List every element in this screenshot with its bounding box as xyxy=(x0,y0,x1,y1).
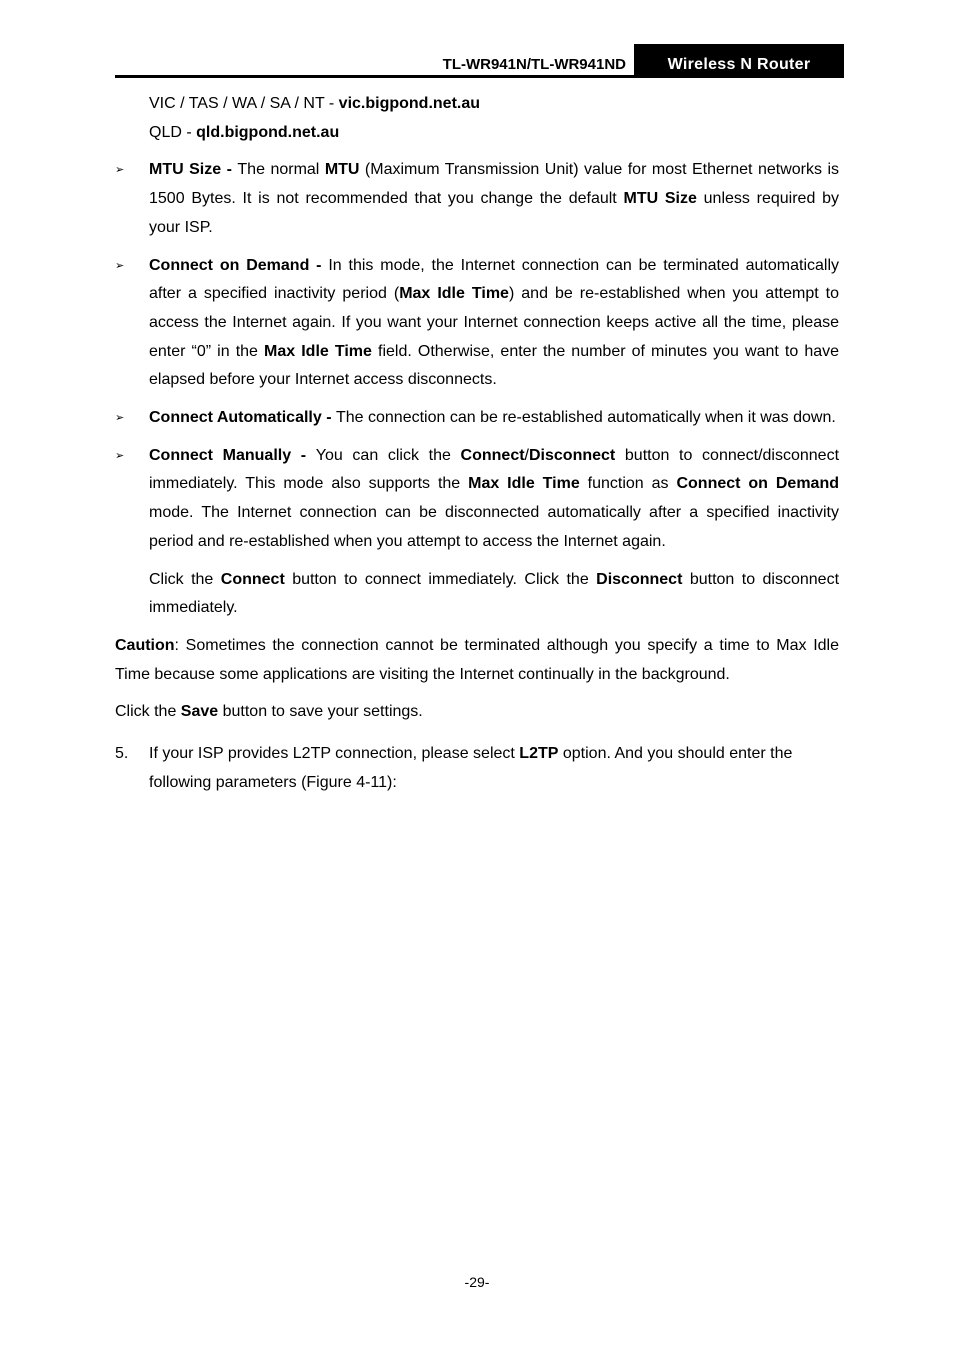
step-number: 5. xyxy=(115,745,129,763)
save-instruction: Click the Save button to save your settings. xyxy=(115,703,423,721)
step-5: 5. If your ISP provides L2TP connection, please select L2TP option. And you should enter the following parameters (Figure 4-11): xyxy=(115,740,839,797)
page-header xyxy=(115,44,844,78)
model-name: TL-WR941N/TL-WR941ND xyxy=(442,56,626,73)
bullet-arrow-icon: ➢ xyxy=(115,259,125,272)
product-badge: Wireless N Router xyxy=(634,44,844,78)
dns-line-vic: VIC / TAS / WA / SA / NT - vic.bigpond.net.au xyxy=(149,95,481,112)
connect-disconnect-note: Click the Connect button to connect immediately. Click the Disconnect button to disconnect immediately. xyxy=(149,570,840,617)
dns-line-qld: QLD - qld.bigpond.net.au xyxy=(149,123,340,141)
bullet-arrow-icon: ➢ xyxy=(115,164,125,177)
bullet-connect-manually: ➢ Connect Manually - You can click the Connect/Disconnect button to connect/disconnect immediately. This mode also supports the Max Idle Time function as Connect on Demand mode. The Internet connection can be disconnected automatically after a specified inactivity period and re-established when you attempt to access the Internet again. xyxy=(115,442,839,557)
caution-note: Caution: Sometimes the connection cannot be terminated although you specify a time to Max Idle Time because some applications are visiting the Internet continually in the background. xyxy=(115,636,839,683)
bullet-connect-on-demand: ➢ Connect on Demand - In this mode, the Internet connection can be terminated automatically after a specified inactivity period (Max Idle Time) and be re-established when you attempt to access the Internet again. If you want your Internet connection keeps active all the time, please enter “0” in the Max Idle Time field. Otherwise, enter the number of minutes you want to have elapsed before your Internet access disconnects. xyxy=(115,252,839,396)
page-content xyxy=(115,90,839,797)
bullet-mtu-size: ➢ MTU Size - The normal MTU (Maximum Transmission Unit) value for most Ethernet networks is 1500 Bytes. It is not recommended that you change the default MTU Size unless required by your ISP. xyxy=(115,156,839,242)
bullet-arrow-icon: ➢ xyxy=(115,449,125,462)
bullet-arrow-icon: ➢ xyxy=(115,412,125,425)
page-number: -29- xyxy=(464,1274,490,1290)
header-rule xyxy=(115,75,844,78)
bullet-connect-automatically: ➢ Connect Automatically - The connection can be re-established automatically when it was down. xyxy=(115,404,839,433)
